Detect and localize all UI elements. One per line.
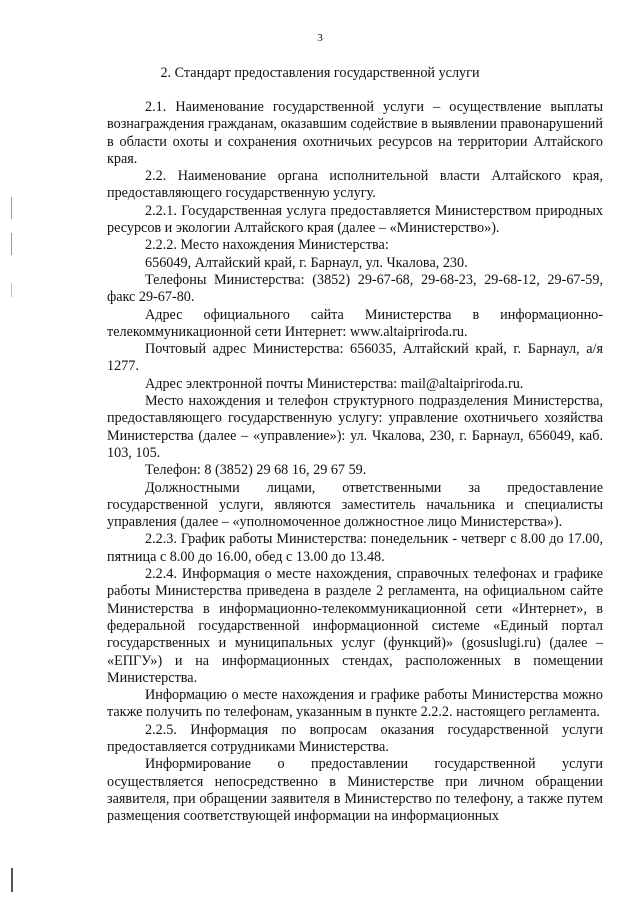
scan-margin-mark (11, 197, 12, 219)
scan-margin-mark (11, 868, 13, 892)
scan-margin-mark (11, 233, 12, 255)
page-number: 3 (317, 32, 323, 44)
paragraph: Информацию о месте нахождения и графике работы Министерства можно также получить по телефонам, указанным в пункте 2.2.2. настоящего регламента. (107, 687, 603, 721)
paragraph: 2.2.2. Место нахождения Министерства: (145, 237, 389, 254)
paragraph: 2.2.1. Государственная услуга предоставляется Министерством природных ресурсов и экологии Алтайского края (далее – «Министерство»). (107, 202, 603, 237)
paragraph: 2.2.3. График работы Министерства: понедельник - четверг с 8.00 до 17.00, пятница с 8.00 до 16.00, обед с 13.00 до 13.48. (107, 531, 603, 565)
paragraph: Телефон: 8 (3852) 29 68 16, 29 67 59. (145, 462, 367, 479)
document-body (107, 99, 603, 825)
section-title: 2. Стандарт предоставления государственной услуги (160, 65, 480, 81)
paragraph: Почтовый адрес Министерства: 656035, Алтайский край, г. Барнаул, а/я 1277. (107, 341, 603, 375)
paragraph: Телефоны Министерства: (3852) 29-67-68, 29-68-23, 29-68-12, 29-67-59, факс 29-67-80. (107, 271, 603, 306)
paragraph: Должностными лицами, ответственными за предоставление государственной услуги, являются заместитель начальника и специалисты управления (далее – «уполномоченное должностное лицо Министерства»). (107, 479, 603, 531)
paragraph: Адрес электронной почты Министерства: mail@altaipriroda.ru. (145, 375, 524, 392)
paragraph: 656049, Алтайский край, г. Барнаул, ул. Чкалова, 230. (145, 254, 468, 271)
paragraph: Информирование о предоставлении государственной услуги осуществляется непосредственно в Министерстве при личном обращении заявителя, при обращении заявителя в Министерство по телефону, а также путем размещения соответствующей информации на информационных (107, 756, 603, 825)
paragraph: 2.1. Наименование государственной услуги – осуществление выплаты вознаграждения гражданам, оказавшим содействие в выявлении правонарушений в области охоты и сохранения охотничьих ресурсов на территории Алтайского края. (107, 99, 603, 167)
scan-margin-mark (11, 283, 12, 297)
paragraph: 2.2.5. Информация по вопросам оказания государственной услуги предоставляется сотрудниками Министерства. (107, 721, 603, 755)
paragraph: Адрес официального сайта Министерства в информационно-телекоммуникационной сети Интернет: www.altaipriroda.ru. (107, 306, 603, 340)
paragraph: Место нахождения и телефон структурного подразделения Министерства, предоставляющего государственную услугу: управление охотничьего хозяйства Министерства (далее – «управление»): ул. Чкалова, 230, г. Барнаул, 656049, каб. 103, 105. (107, 393, 603, 461)
paragraph: 2.2. Наименование органа исполнительной власти Алтайского края, предоставляющего государственную услугу. (107, 168, 603, 202)
paragraph: 2.2.4. Информация о месте нахождения, справочных телефонах и графике работы Министерства приведена в разделе 2 регламента, на официальном сайте Министерства в информационно-телекоммуникационной сети «Интернет», в федеральной государственной информационной системе «Единый портал государственных и муниципальных услуг (функций)» (gosuslugi.ru) (далее – «ЕПГУ») и на информационных стендах, расположенных в помещении Министерства. (107, 566, 603, 686)
